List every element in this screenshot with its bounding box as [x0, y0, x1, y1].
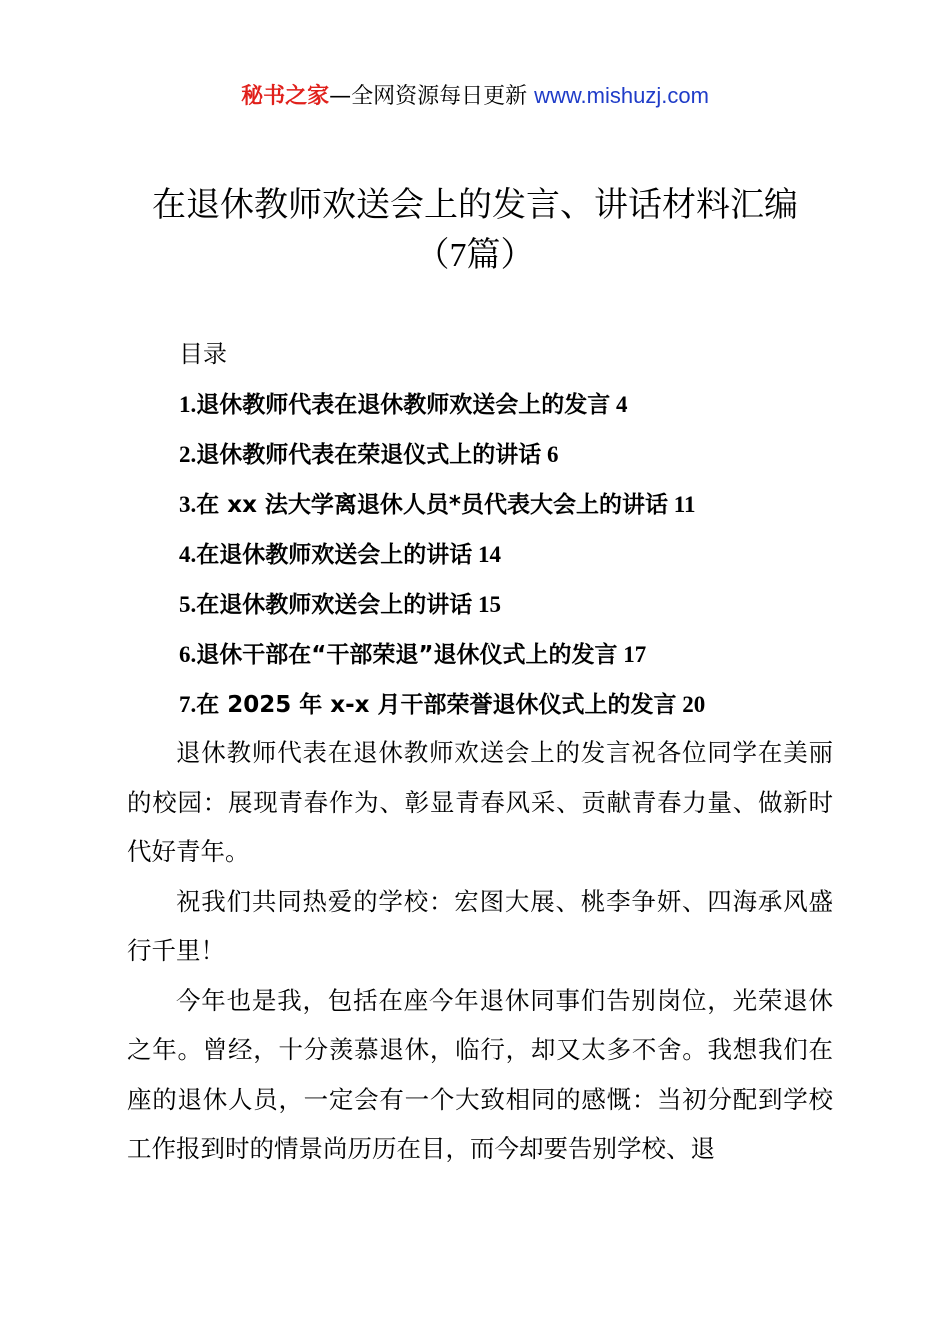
table-of-contents: [179, 383, 879, 733]
header-slogan: —全网资源每日更新: [329, 84, 535, 109]
title-line-1: 在退休教师欢送会上的发言、讲话材料汇编: [152, 185, 798, 225]
document-title: [60, 180, 890, 230]
toc-item[interactable]: [179, 433, 879, 483]
toc-item-page: 4: [610, 392, 628, 417]
toc-item-title: 在退休教师欢送会上的讲话: [196, 542, 473, 568]
toc-heading: 目录: [179, 340, 227, 368]
toc-item-title: 在 2025 年 x-x 月干部荣誉退休仪式上的发言: [196, 692, 677, 718]
toc-item-number: 6.: [179, 642, 197, 667]
brand-name: 秘书之家: [241, 84, 330, 109]
toc-item-title: 退休教师代表在退休教师欢送会上的发言: [196, 392, 611, 418]
title-count-unit: 篇）: [466, 235, 535, 275]
toc-item-number: 4.: [179, 542, 197, 567]
body-paragraph: 今年也是我，包括在座今年退休同事们告别岗位，光荣退休之年。曾经，十分羡慕退休，临行，却又太多不舍。我想我们在座的退休人员，一定会有一个大致相同的感慨：当初分配到学校工作报到时的情景尚历历在目，而今却要告别学校、退: [127, 985, 833, 1163]
toc-item[interactable]: [179, 683, 879, 733]
body-paragraph: 祝我们共同热爱的学校：宏图大展、桃李争妍、四海承风盛行千里！: [127, 886, 833, 965]
toc-item-page: 14: [472, 542, 501, 567]
toc-item-number: 3.: [179, 492, 197, 517]
document-body: [127, 728, 833, 1174]
toc-item[interactable]: [179, 533, 879, 583]
site-header: [0, 80, 950, 113]
toc-item-page: 6: [541, 442, 559, 467]
toc-item-number: 7.: [179, 692, 197, 717]
toc-item-page: 17: [617, 642, 647, 667]
toc-item-number: 1.: [179, 392, 197, 417]
toc-item-title: 在退休教师欢送会上的讲话: [196, 592, 473, 618]
body-paragraph: 退休教师代表在退休教师欢送会上的发言祝各位同学在美丽的校园：展现青春作为、彰显青春风采、贡献青春力量、做新时代好青年。: [127, 738, 833, 866]
toc-item[interactable]: [179, 383, 879, 433]
toc-item-page: 20: [676, 692, 706, 717]
toc-item-page: 15: [472, 592, 501, 617]
title-count-number: 7: [449, 237, 467, 274]
toc-item-title: 在 xx 法大学离退休人员*员代表大会上的讲话: [196, 492, 668, 518]
toc-item-page: 11: [667, 492, 696, 517]
toc-item-number: 2.: [179, 442, 197, 467]
toc-item-title: 退休教师代表在荣退仪式上的讲话: [196, 442, 542, 468]
toc-item[interactable]: [179, 633, 879, 683]
toc-item[interactable]: [179, 583, 879, 633]
document-title-count: [60, 230, 890, 281]
toc-item[interactable]: [179, 483, 879, 533]
toc-item-title: 退休干部在“干部荣退”退休仪式上的发言: [196, 642, 618, 668]
site-url-link[interactable]: www.mishuzj.com: [534, 83, 709, 108]
title-open-paren: （: [415, 235, 450, 275]
toc-item-number: 5.: [179, 592, 197, 617]
